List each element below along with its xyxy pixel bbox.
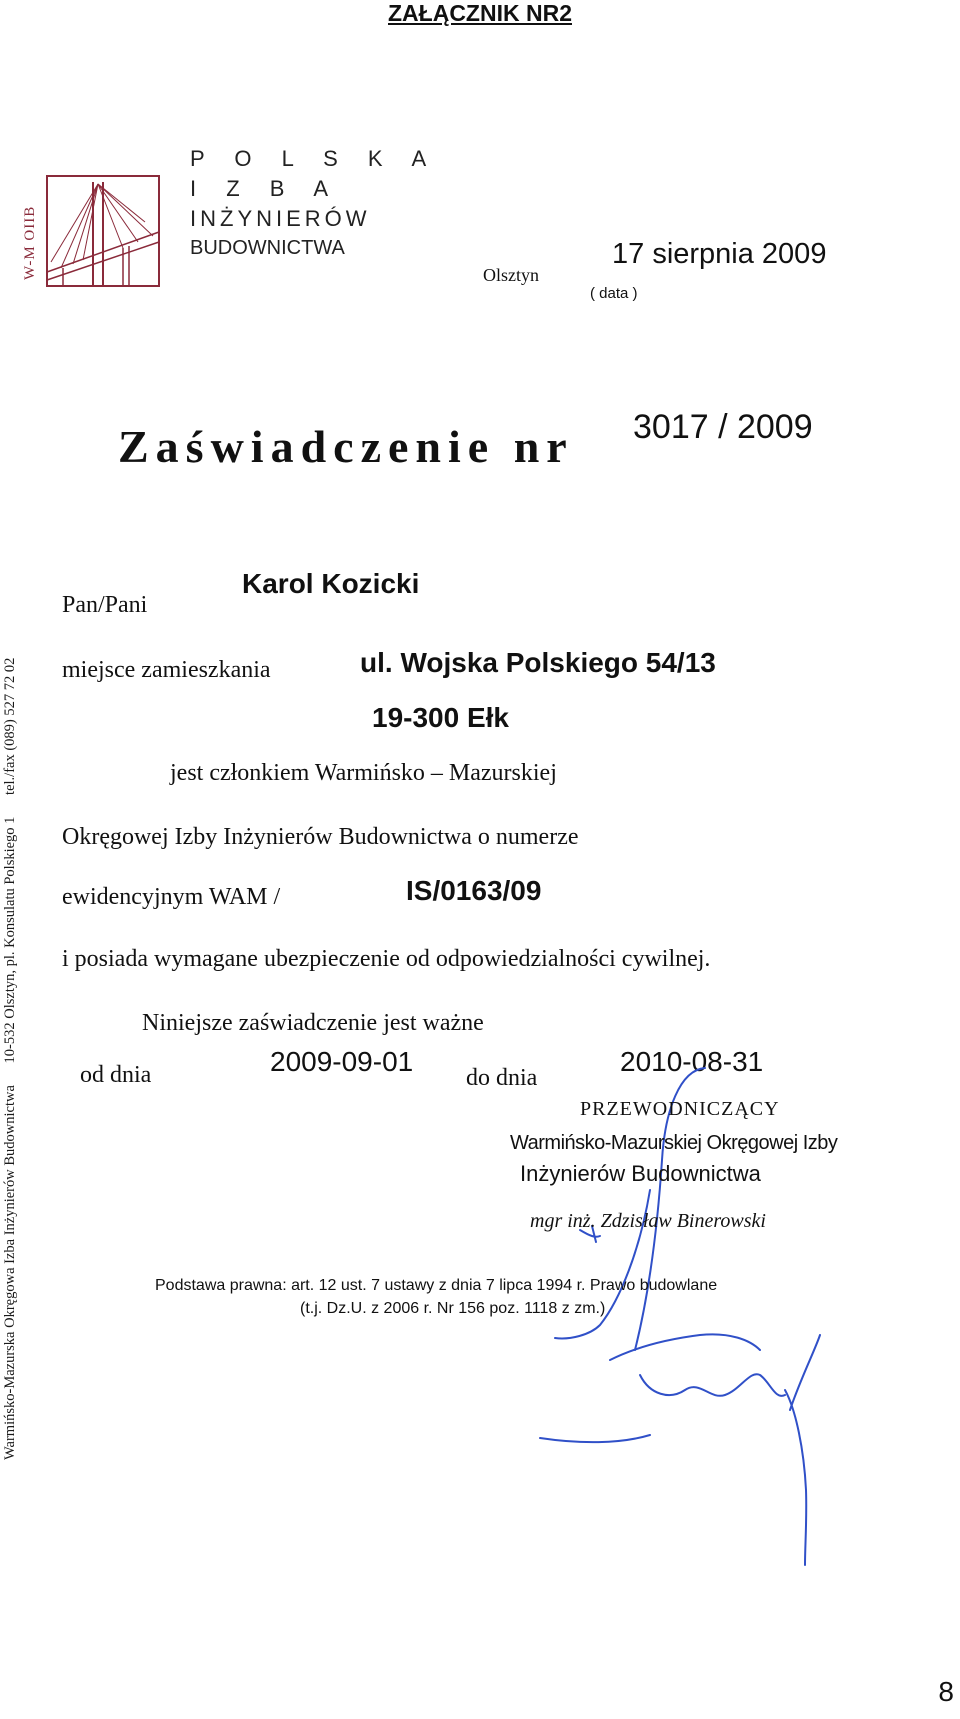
registry-label: ewidencyjnym WAM / — [62, 884, 281, 910]
attachment-title: ZAŁĄCZNIK NR2 — [388, 0, 572, 26]
certificate-title: Zaświadczenie nr — [118, 421, 574, 472]
signatory-org-1: Warmińsko-Mazurskiej Okręgowej Izby — [510, 1132, 838, 1154]
logo-vertical-code: W-M OIIB — [22, 205, 38, 280]
certificate-scan — [0, 146, 960, 1480]
date-hint: ( data ) — [590, 285, 638, 302]
residence-city: 19-300 Ełk — [372, 702, 509, 733]
logo-line-4: BUDOWNICTWA — [190, 237, 345, 259]
signatory-org-2: Inżynierów Budownictwa — [520, 1161, 761, 1186]
logo-line-2: I Z B A — [190, 176, 341, 201]
sidebar-address: 10-532 Olsztyn, pl. Konsulatu Polskiego 1 — [2, 816, 18, 1064]
sidebar-phone: tel./fax (089) 527 72 02 — [2, 657, 18, 795]
certificate-number: 3017 / 2009 — [633, 408, 813, 446]
logo-line-3: INŻYNIERÓW — [190, 206, 371, 231]
logo-line-1: P O L S K A — [190, 146, 439, 171]
registry-number: IS/0163/09 — [406, 875, 542, 906]
legal-basis-line-1: Podstawa prawna: art. 12 ust. 7 ustawy z dnia 7 lipca 1994 r. Prawo budowlane — [155, 1277, 718, 1294]
signatory-name: mgr inż. Zdzisław Binerowski — [530, 1210, 766, 1232]
valid-from-label: od dnia — [80, 1062, 152, 1088]
person-label: Pan/Pani — [62, 592, 148, 618]
body-line-2: Okręgowej Izby Inżynierów Budownictwa o numerze — [62, 824, 579, 850]
signatory-title: PRZEWODNICZĄCY — [580, 1098, 780, 1120]
sidebar-org: Warmińsko-Mazurska Okręgowa Izba Inżynierów Budownictwa — [2, 1085, 18, 1460]
issue-date: 17 sierpnia 2009 — [612, 238, 827, 270]
valid-to-date: 2010-08-31 — [620, 1046, 764, 1077]
person-name: Karol Kozicki — [242, 568, 420, 599]
bridge-logo-icon — [23, 172, 163, 290]
legal-basis-line-2: (t.j. Dz.U. z 2006 r. Nr 156 poz. 1118 z zm.) — [300, 1300, 606, 1317]
body-line-1: jest członkiem Warmińsko – Mazurskiej — [170, 760, 557, 786]
place-city: Olsztyn — [483, 265, 539, 285]
residence-street: ul. Wojska Polskiego 54/13 — [360, 647, 716, 678]
body-line-4: i posiada wymagane ubezpieczenie od odpowiedzialności cywilnej. — [62, 946, 711, 972]
page-number: 8 — [938, 1676, 954, 1707]
validity-intro: Niniejsze zaświadczenie jest ważne — [142, 1010, 484, 1036]
sidebar-vertical-text — [2, 300, 19, 1460]
residence-label: miejsce zamieszkania — [62, 657, 271, 683]
valid-to-label: do dnia — [466, 1065, 538, 1091]
valid-from-date: 2009-09-01 — [270, 1046, 414, 1077]
